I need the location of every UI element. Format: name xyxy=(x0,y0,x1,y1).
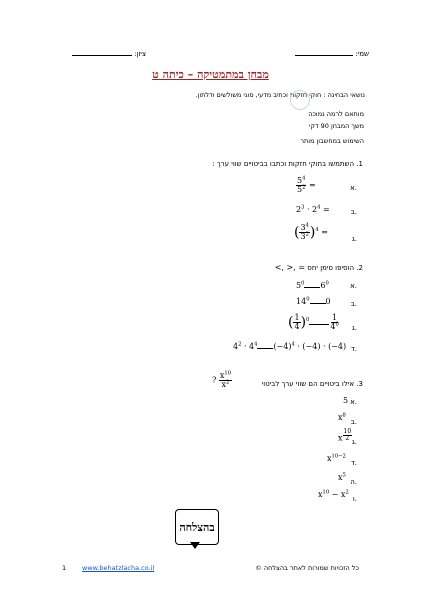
behatzlacha-logo xyxy=(175,509,219,545)
logo-speech-tail xyxy=(190,542,200,549)
question-3-number: 3. xyxy=(356,380,363,388)
q1-expr-c: ( $\frac{3^4}{3^2}$ )$^4$ = xyxy=(294,222,328,241)
question-3-qmark: ? xyxy=(212,375,217,385)
question-2-text xyxy=(275,263,363,272)
q2-blank-d[interactable] xyxy=(257,341,273,349)
question-1-prompt: השתמשו בחוקי חזקות וכתבו בביטויים שווי ערך : xyxy=(212,160,355,168)
stamp-watermark xyxy=(290,90,310,110)
q1-label-c: ג. xyxy=(351,235,357,243)
grade-field[interactable] xyxy=(72,47,146,58)
q1-expr-b: $2^3 \cdot 2^4$ = xyxy=(296,204,330,214)
q3-option-b: $x^8$ xyxy=(338,412,346,422)
grade-line xyxy=(72,47,132,56)
info-level: מותאם לרמה נמוכה xyxy=(308,110,364,118)
info-duration: משך המבחן 90 דקי xyxy=(308,122,364,130)
q2-expr-c: ( $\frac{1}{4}$ )$^0$ $\frac{1}{4^0}$ xyxy=(288,313,339,331)
name-line xyxy=(295,47,353,56)
question-1-number: 1. xyxy=(356,160,363,168)
page-number: 1 xyxy=(62,564,67,572)
q3-option-c: x $^{\frac{10}{2}}$ xyxy=(338,428,352,443)
question-3-prompt: אילו ביטויים הם שווי ערך לביטוי xyxy=(261,380,355,388)
grade-label: ציון: xyxy=(134,50,146,58)
q2-label-d: ד. xyxy=(350,345,357,353)
q2-expr-a: $5^0$ $6^0$ xyxy=(296,280,329,290)
question-2-symbols: <, >, = xyxy=(274,263,306,272)
question-2-prompt: הוסיפו סימן יחס xyxy=(307,264,355,272)
q3-label-e: ה. xyxy=(350,478,357,486)
q1-eq-c: = xyxy=(321,227,328,237)
q3-option-d: $x^{10-2}$ xyxy=(327,453,346,463)
q3-option-f: $x^{10} - x^2$ xyxy=(318,489,349,499)
q2-label-a: א. xyxy=(350,282,357,290)
logo-text: בהצלחה xyxy=(179,520,215,534)
question-2-number: 2. xyxy=(356,264,363,272)
q3-option-e: $x^5$ xyxy=(338,472,346,482)
q1-expr-a: $\frac{5^4}{5^2}$ = xyxy=(297,175,316,194)
q3-option-a: 5 xyxy=(343,396,349,405)
q3-label-c: ג. xyxy=(351,438,357,446)
q2-blank-b[interactable] xyxy=(310,296,326,304)
q1-label-b: ב. xyxy=(350,208,357,216)
q2-label-c: ג. xyxy=(351,324,357,332)
exam-topics: נושאי הבחינה : חוקי חזקות וכתיב מדעי, סוגי משולשים ודלתון. xyxy=(195,91,365,99)
q3-label-b: ב. xyxy=(350,418,357,426)
website-link[interactable]: www.behatzlacha.co.il xyxy=(82,564,155,572)
q3-label-d: ד. xyxy=(350,459,357,467)
q2-expr-b: $14^0$ 0 xyxy=(296,296,331,306)
question-3-text xyxy=(262,380,363,388)
name-field[interactable] xyxy=(295,47,369,58)
q1-eq-b: = xyxy=(323,205,330,214)
question-1-text xyxy=(212,160,363,168)
q2-expr-d: $4^2 \cdot 4^4$ $(-4)^4 \cdot (-4) \cdot (-4)$ xyxy=(233,341,347,351)
name-label: שמי: xyxy=(355,50,369,58)
q2-blank-c[interactable] xyxy=(309,317,329,325)
q2-blank-a[interactable] xyxy=(304,280,320,288)
q3-label-a: א. xyxy=(350,398,357,406)
q1-eq-a: = xyxy=(308,180,316,190)
q3-label-f: ו. xyxy=(352,495,357,503)
q1-label-a: א. xyxy=(350,184,357,192)
page-title: מבחן במתמטיקה – כיתה ט xyxy=(152,68,269,81)
q2-label-b: ב. xyxy=(350,300,357,308)
q1-expr-b-base: 2 xyxy=(312,205,318,214)
question-3-target-expr: ? $\frac{x^{10}}{x^2}$ xyxy=(212,370,231,389)
copyright-notice: כל הזכויות שמורות לאתר בהצלחה © xyxy=(255,564,359,572)
info-calculator: השימוש במחשבון מותר xyxy=(300,137,364,145)
